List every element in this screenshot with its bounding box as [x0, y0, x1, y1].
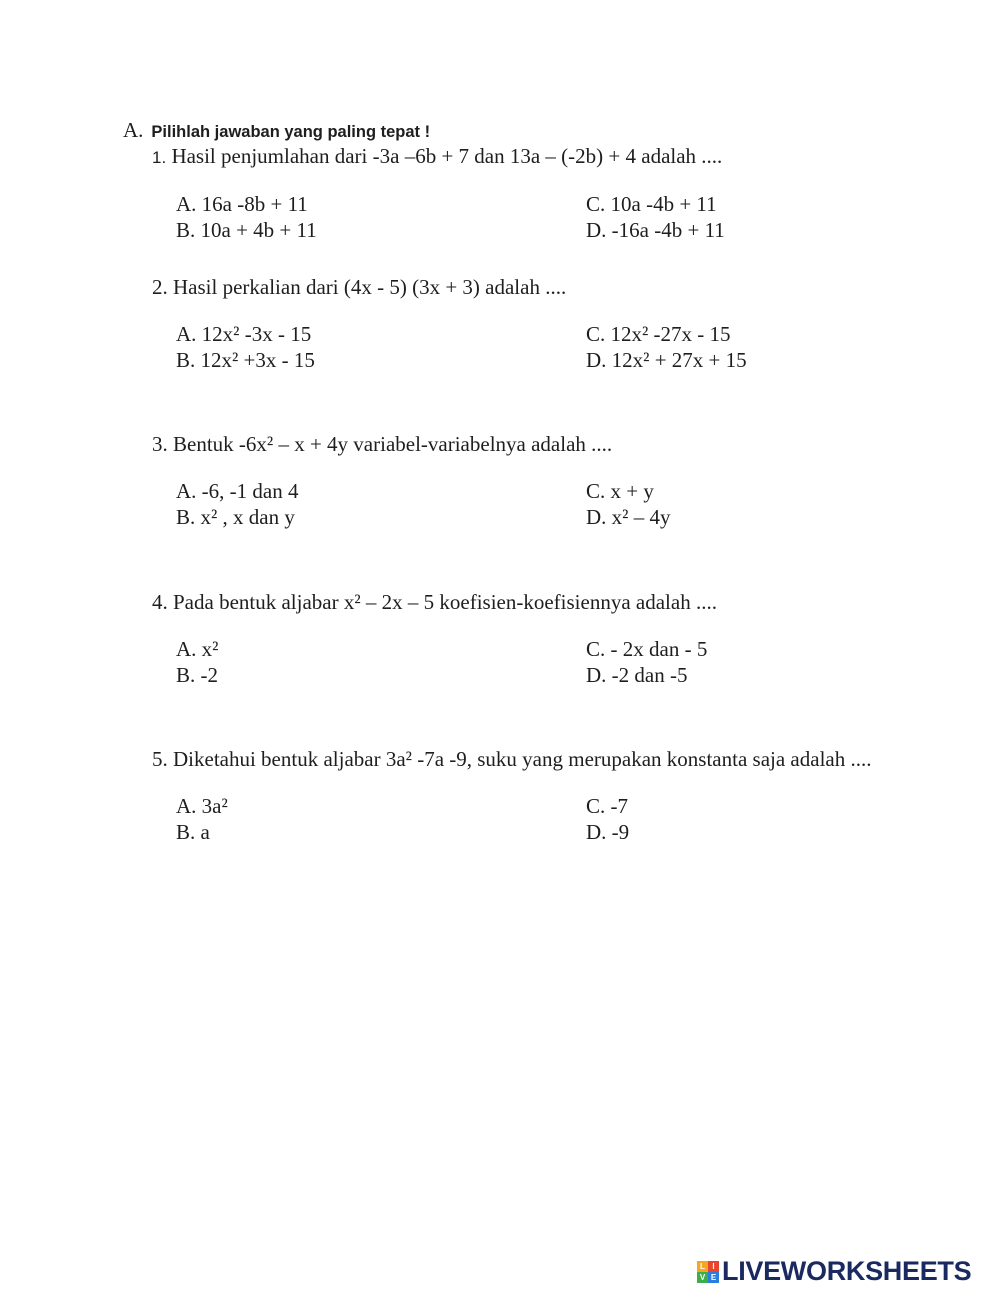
option-a[interactable]: A. 3a²	[176, 794, 228, 818]
option-d[interactable]: D. -16a -4b + 11	[586, 218, 725, 242]
option-b[interactable]: B. a	[176, 820, 210, 844]
option-a[interactable]: A. -6, -1 dan 4	[176, 479, 299, 503]
question-text	[152, 746, 872, 773]
option-b[interactable]: B. 10a + 4b + 11	[176, 218, 317, 242]
question-2	[152, 274, 872, 375]
section-instruction: Pilihlah jawaban yang paling tepat !	[151, 123, 431, 141]
question-text	[152, 274, 872, 301]
question-4	[152, 589, 872, 690]
option-c[interactable]: C. - 2x dan - 5	[586, 637, 708, 661]
liveworksheets-logo-icon	[697, 1261, 719, 1283]
question-1	[152, 143, 872, 245]
section-heading	[123, 118, 430, 143]
question-3	[152, 431, 872, 532]
question-number: 1.	[152, 148, 167, 167]
answer-options	[176, 478, 816, 532]
question-prompt: Diketahui bentuk aljabar 3a² -7a -9, suku yang merupakan konstanta saja adalah ....	[173, 747, 872, 771]
liveworksheets-brand	[697, 1256, 971, 1287]
logo-letter-l: L	[697, 1261, 708, 1272]
question-prompt: Pada bentuk aljabar x² – 2x – 5 koefisien-koefisiennya adalah ....	[173, 590, 717, 614]
brand-name: LIVEWORKSHEETS	[722, 1256, 972, 1286]
option-c[interactable]: C. 12x² -27x - 15	[586, 322, 731, 346]
question-text	[152, 589, 872, 616]
option-d[interactable]: D. -2 dan -5	[586, 663, 688, 687]
question-number: 2.	[152, 275, 168, 299]
question-number: 4.	[152, 590, 168, 614]
answer-options	[176, 636, 816, 690]
logo-letter-e: E	[708, 1272, 719, 1283]
option-b[interactable]: B. 12x² +3x - 15	[176, 348, 315, 372]
answer-options	[176, 191, 816, 245]
question-prompt: Bentuk -6x² – x + 4y variabel-variabelnya adalah ....	[173, 432, 613, 456]
option-d[interactable]: D. -9	[586, 820, 630, 844]
logo-letter-i: I	[708, 1261, 719, 1272]
option-d[interactable]: D. 12x² + 27x + 15	[586, 348, 747, 372]
option-d[interactable]: D. x² – 4y	[586, 505, 671, 529]
option-c[interactable]: C. 10a -4b + 11	[586, 192, 717, 216]
option-c[interactable]: C. x + y	[586, 479, 654, 503]
option-a[interactable]: A. x²	[176, 637, 219, 661]
option-b[interactable]: B. -2	[176, 663, 218, 687]
question-number: 3.	[152, 432, 168, 456]
question-prompt: Hasil perkalian dari (4x - 5) (3x + 3) adalah ....	[173, 275, 567, 299]
option-a[interactable]: A. 12x² -3x - 15	[176, 322, 312, 346]
option-a[interactable]: A. 16a -8b + 11	[176, 192, 308, 216]
question-text	[152, 143, 872, 171]
logo-letter-v: V	[697, 1272, 708, 1283]
answer-options	[176, 793, 816, 847]
option-b[interactable]: B. x² , x dan y	[176, 505, 295, 529]
question-number: 5.	[152, 747, 168, 771]
answer-options	[176, 321, 816, 375]
question-5	[152, 746, 872, 847]
question-text	[152, 431, 872, 458]
section-letter: A.	[123, 118, 144, 142]
option-c[interactable]: C. -7	[586, 794, 628, 818]
question-prompt: Hasil penjumlahan dari -3a –6b + 7 dan 13a – (-2b) + 4 adalah ....	[171, 144, 723, 168]
